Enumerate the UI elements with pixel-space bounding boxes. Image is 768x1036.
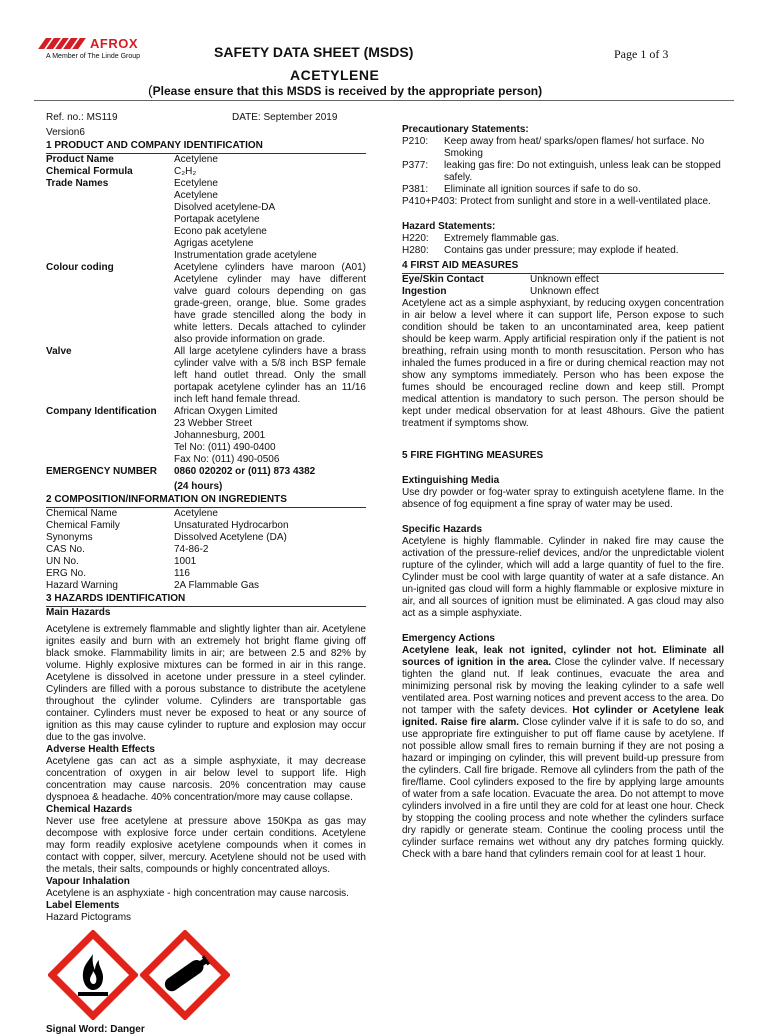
identification-value-line: Acetylene — [174, 190, 218, 201]
section-5-heading: 5 FIRE FIGHTING MEASURES — [402, 450, 544, 461]
identification-value — [174, 346, 366, 406]
header-divider — [34, 100, 734, 101]
emergency-action-2-text: Close cylinder valve if it is safe to do so, and use appropriate fire extinguisher to put off flame cause by acetylene. If not possible allow small fires to remain burning if they are not posing a hazard or impinging on cylinder, this will prevent build-up pressure from the cylinders. Call fire brigade. Remove all cylinders from the path of the fire/flame. Cool cylinders exposed to the fire by applying large amounts of water from a safe location. Evacuate the area. Do not attempt to move cylinders involved in a fire until they are cold for at least one hour. Check by stopping the cooling process and note whether the cylinders surface dry rapidly or generate steam. Continue the cooling process until the cylinder surface remains wet without any dry patches forming quickly. Check with a bare hand that cylinders remain cool for at least 1 hour. — [402, 717, 724, 860]
identification-key: Colour coding — [46, 262, 114, 273]
composition-value: 2A Flammable Gas — [174, 580, 260, 591]
identification-value-line: African Oxygen Limited — [174, 406, 278, 417]
adverse-health-title: Adverse Health Effects — [46, 744, 155, 755]
composition-key: UN No. — [46, 556, 79, 567]
hazard-statement-code: H280: — [402, 245, 429, 256]
identification-value-line: Tel No: (011) 490-0400 — [174, 442, 276, 453]
reference-row — [46, 112, 366, 124]
identification-value-line: All large acetylene cylinders have a brass cylinder valve with a 5/8 inch BSP female left hand outlet thread. Only the small portapak acetylene cylinder has an 11/16 inch left hand female thread. — [174, 346, 366, 405]
document-version: Version6 — [46, 127, 85, 138]
identification-key: Trade Names — [46, 178, 109, 189]
ingestion-label: Ingestion — [402, 286, 447, 297]
composition-value: 74-86-2 — [174, 544, 209, 555]
product-title: ACETYLENE — [290, 67, 380, 83]
right-column — [402, 124, 724, 861]
identification-value-line: Fax No: (011) 490-0506 — [174, 454, 280, 465]
precautionary-text: Eliminate all ignition sources if safe to do so. — [444, 184, 641, 195]
identification-row — [46, 154, 366, 166]
hazard-statement-item — [402, 233, 724, 245]
emergency-action-2-bold: Hot cylinder or Acetylene leak ignited. Raise fire alarm. — [402, 705, 724, 728]
precautionary-item — [402, 160, 724, 184]
identification-row — [46, 262, 366, 346]
afrox-logo — [34, 36, 174, 61]
precautionary-code: P377: — [402, 160, 429, 171]
identification-value-line: Acetylene — [174, 154, 218, 165]
precautionary-code: P381: — [402, 184, 429, 195]
precautionary-item — [402, 136, 724, 160]
vapour-inhalation-title: Vapour Inhalation — [46, 876, 130, 887]
composition-key: Synonyms — [46, 532, 93, 543]
composition-value: Acetylene — [174, 508, 218, 519]
main-hazards-text: Acetylene is extremely flammable and slightly lighter than air. Acetylene ignites easily and burn with an extremely hot bright flame giving off black smoke. Flammability limits in air; are between 2.5 and 82% by volume. Highly explosive mixtures can be formed in air in this range. Acetylene is dissolved in acetone under pressure in a steel cylinder. Cylinders are filled with a porous substance to distribute the acetylene throughout the cylinder volume. Cylinders are transportable gas container. Cylinders must never be exposed to heat or any source of ignition as this may cause cylinder to rupture and explosion may occur due to the gas involve. — [46, 624, 366, 743]
identification-key: Product Name — [46, 154, 114, 165]
identification-value-line: Portapak acetylene — [174, 214, 260, 225]
document-date: DATE: September 2019 — [232, 112, 338, 123]
identification-key: Chemical Formula — [46, 166, 133, 177]
gas-cylinder-pictogram-icon — [140, 930, 230, 1020]
composition-key: CAS No. — [46, 544, 85, 555]
hazard-statement-text: Contains gas under pressure; may explode if heated. — [444, 245, 679, 256]
precautionary-text: leaking gas fire: Do not extinguish, unless leak can be stopped safely. — [444, 160, 721, 183]
label-elements-title: Label Elements — [46, 900, 120, 911]
main-hazards-title: Main Hazards — [46, 607, 111, 618]
emergency-actions-title: Emergency Actions — [402, 633, 495, 644]
document-title: SAFETY DATA SHEET (MSDS) — [214, 44, 414, 60]
precautionary-text: Keep away from heat/ sparks/open flames/ hot surface. No Smoking — [444, 136, 705, 159]
composition-value: Unsaturated Hydrocarbon — [174, 520, 289, 531]
hazard-pictograms — [48, 930, 366, 1020]
composition-row — [46, 508, 366, 520]
notice-text: Please ensure that this MSDS is received by the appropriate person) — [152, 84, 543, 98]
emergency-number — [174, 466, 366, 493]
section-4-heading: 4 FIRST AID MEASURES — [402, 260, 724, 274]
eye-skin-value: Unknown effect — [530, 274, 599, 285]
page-number: Page 1 of 3 — [614, 47, 669, 61]
extinguishing-media-text: Use dry powder or fog-water spray to extinguish acetylene flame. In the absence of fog equipment a fine spray of water may be used. — [402, 487, 724, 510]
emergency-hours: (24 hours) — [174, 481, 223, 492]
emergency-action-1-text: Close the cylinder valve. If necessary tighten the gland nut. If leak continues, evacuate the area and minimizing personal risk by moving the leaking cylinder to a safe well ventilated area. Post warning notices and prevent access to the area. Do not tamper with the safety devices. — [402, 657, 724, 716]
composition-row — [46, 544, 366, 556]
composition-value: 1001 — [174, 556, 197, 567]
precautionary-list — [402, 136, 724, 196]
composition-value: Dissolved Acetylene (DA) — [174, 532, 287, 543]
identification-value — [174, 178, 366, 262]
emergency-row — [46, 466, 366, 493]
identification-value — [174, 406, 366, 466]
composition-table — [46, 508, 366, 592]
identification-key: Valve — [46, 346, 72, 357]
adverse-health-text: Acetylene gas can act as a simple asphyxiate, it may decrease concentration of oxygen in air below level to support life. High concentration may cause narcosis. 20% concentration may cause dyspnoea & headache. 40% concentration/more may cause collapse. — [46, 756, 366, 803]
section-2-heading: 2 COMPOSITION/INFORMATION ON INGREDIENTS — [46, 494, 366, 508]
identification-row — [46, 346, 366, 406]
specific-hazards-title: Specific Hazards — [402, 524, 483, 535]
emergency-label: EMERGENCY NUMBER — [46, 466, 157, 477]
composition-key: Hazard Warning — [46, 580, 118, 591]
identification-value — [174, 262, 366, 346]
hazard-pictograms-label: Hazard Pictograms — [46, 912, 132, 923]
signal-word: Signal Word: Danger — [46, 1024, 145, 1035]
ingestion-value: Unknown effect — [530, 286, 599, 297]
composition-key: ERG No. — [46, 568, 87, 579]
identification-value-line: 23 Webber Street — [174, 418, 253, 429]
logo-tagline: A Member of The Linde Group — [46, 52, 141, 60]
chemical-hazards-text: Never use free acetylene at pressure above 150Kpa as gas may decompose with explosive force under certain conditions. Acetylene may form readily explosive acetylene compounds when it comes in contact with copper, silver, mercury. Acetylene should not be used with the metals, their salts, compounds or highly concentrated alloys. — [46, 816, 366, 875]
precautionary-item — [402, 184, 724, 196]
notice — [148, 82, 542, 99]
identification-value-line: Econo pak acetylene — [174, 226, 267, 237]
logo-name: AFROX — [90, 36, 138, 51]
emergency-action-1-bold: Acetylene leak, leak not ignited, cylinder not hot. Eliminate all sources of ignition in the area. — [402, 645, 724, 668]
eye-skin-label: Eye/Skin Contact — [402, 274, 484, 285]
extinguishing-media-title: Extinguishing Media — [402, 475, 500, 486]
section-1-heading: 1 PRODUCT AND COMPANY IDENTIFICATION — [46, 140, 366, 154]
composition-row — [46, 532, 366, 544]
precautionary-code: P210: — [402, 136, 429, 147]
identification-key: Company Identification — [46, 406, 157, 417]
composition-row — [46, 556, 366, 568]
logo-stripes-icon — [38, 38, 86, 49]
identification-value-line: C₂H₂ — [174, 166, 197, 177]
emergency-phone: 0860 020202 or (011) 873 4382 — [174, 466, 316, 477]
first-aid-text: Acetylene act as a simple asphyxiant, by reducing oxygen concentration in air below a level where it can support life, Person expose to such condition should be taken to an uncontaminated area, keep patient should be keep warm. Apply artificial respiration only if the patient is not breathing, refrain using month to month resuscitation. Person who has inhaled the fumes produced in a fire or during chemical reaction may not show any symptoms immediately. Person who has been expose the fumes should be encouraged recline down and keep still. Prompt medical attention is mandatory to such person. The person should be kept under medical observation for at least 48hours. Give the patient treatment if symptoms show. — [402, 298, 724, 429]
identification-value-line: Ecetylene — [174, 178, 218, 189]
composition-value: 116 — [174, 568, 190, 579]
identification-value — [174, 154, 366, 166]
composition-key: Chemical Name — [46, 508, 118, 519]
identification-row — [46, 166, 366, 178]
precautionary-title: Precautionary Statements: — [402, 124, 529, 135]
composition-row — [46, 568, 366, 580]
identification-value-line: Agrigas acetylene — [174, 238, 254, 249]
reference-number: Ref. no.: MS119 — [46, 112, 118, 123]
identification-value-line: Acetylene cylinders have maroon (A01) Acetylene cylinder may have different valve guard colours depending on gas grade-green, orange, blue. Some grades have grade stencilled along the body in white letters. Decals attached to cylinder also provide information on grade. — [174, 262, 366, 345]
hazard-statements-title: Hazard Statements: — [402, 221, 496, 232]
hazard-statement-code: H220: — [402, 233, 429, 244]
product-identification-table — [46, 154, 366, 493]
identification-row — [46, 178, 366, 262]
chemical-hazards-title: Chemical Hazards — [46, 804, 133, 815]
identification-value-line: Instrumentation grade acetylene — [174, 250, 317, 261]
specific-hazards-text: Acetylene is highly flammable. Cylinder in naked fire may cause the activation of the pressure-relief devices, and/or the unpredictable violent rupture of the cylinder, which will add a large quantity of fuel to the fire. Cylinder must be cool with large quantity of water at a safe distance. An un-ignited gas cloud will form a highly flammable or explosive mixture in air, and all sources of ignition must be eliminated. A gas cloud may also act as a simple asphyxiate. — [402, 536, 724, 619]
section-3-heading: 3 HAZARDS IDENTIFICATION — [46, 593, 366, 607]
hazard-statement-item — [402, 245, 724, 257]
identification-value — [174, 166, 366, 178]
eye-skin-row — [402, 274, 724, 286]
composition-row — [46, 520, 366, 532]
identification-row — [46, 406, 366, 466]
flame-pictogram-icon — [48, 930, 138, 1020]
left-column — [46, 112, 366, 1036]
identification-value-line: Johannesburg, 2001 — [174, 430, 266, 441]
ingestion-row — [402, 286, 724, 298]
composition-key: Chemical Family — [46, 520, 120, 531]
vapour-inhalation-text: Acetylene is an asphyxiate - high concentration may cause narcosis. — [46, 888, 349, 899]
precautionary-p410: P410+P403: Protect from sunlight and store in a well-ventilated place. — [402, 196, 711, 207]
composition-row — [46, 580, 366, 592]
hazard-statement-text: Extremely flammable gas. — [444, 233, 560, 244]
emergency-actions-text — [402, 645, 724, 861]
hazard-statements-list — [402, 233, 724, 257]
notice-paren: ( — [148, 82, 153, 98]
identification-value-line: Disolved acetylene-DA — [174, 202, 276, 213]
